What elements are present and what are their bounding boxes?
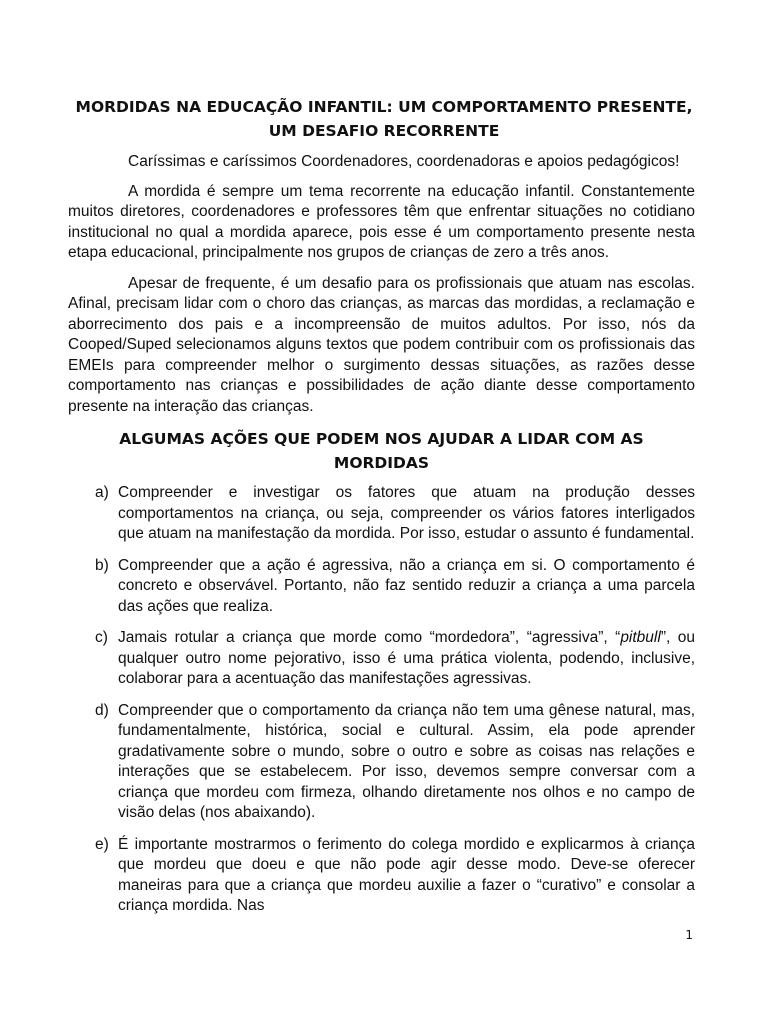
- list-marker: a): [95, 484, 109, 501]
- document-title: [60, 95, 708, 143]
- list-item-text: É importante mostrarmos o ferimento do colega mordido e explicarmos à criança que mordeu que doeu e que não pode agir desse modo. Deve-se oferecer maneiras para que a criança que mordeu auxilie a fazer o “curativo” e consolar a criança mordida. Nas: [118, 835, 695, 914]
- list-item-text-before: Jamais rotular a criança que morde como “mordedora”, “agressiva”, “: [118, 629, 621, 646]
- page-number: 1: [685, 928, 693, 942]
- list-item: [68, 835, 695, 917]
- list-marker: d): [95, 701, 109, 719]
- section-heading-line-2: MORDIDAS: [333, 454, 430, 472]
- document-body: [68, 152, 695, 928]
- list-marker: e): [95, 835, 109, 853]
- list-item: [68, 483, 695, 545]
- greeting: Caríssimas e caríssimos Coordenadores, coordenadoras e apoios pedagógicos!: [128, 153, 680, 170]
- title-line-1: MORDIDAS NA EDUCAÇÃO INFANTIL: UM COMPORTAMENTO PRESENTE,: [75, 98, 693, 116]
- list-item-text: Compreender que o comportamento da criança não tem uma gênese natural, mas, fundamentalmente, histórica, social e cultural. Assim, ela pode aprender gradativamente sobre o mundo, sobre o outro e sobre as coisas nas relações e interações que se estabelecem. Por isso, devemos sempre conversar com a criança que mordeu com firmeza, olhando diretamente nos olhos e no campo de visão delas (nos abaixando).: [118, 701, 695, 821]
- title-line-2: UM DESAFIO RECORRENTE: [268, 122, 500, 140]
- list-item: [68, 701, 695, 824]
- list-item: [68, 628, 695, 690]
- list-item-text: Compreender que a ação é agressiva, não a criança em si. O comportamento é concreto e observável. Portanto, não faz sentido reduzir a criança a uma parcela das ações que realiza.: [118, 556, 695, 615]
- list-item-text-italic: pitbull: [620, 629, 661, 646]
- list-item-text-after: ”, ou qualquer outro nome pejorativo, isso é uma prática violenta, podendo, inclusive, colaborar para a acentuação das manifestações agressivas.: [118, 629, 695, 687]
- intro-paragraph-1: A mordida é sempre um tema recorrente na educação infantil. Constantemente muitos diretores, coordenadores e professores têm que enfrentar situações no cotidiano institucional no qual a mordida aparece, pois esse é um comportamento presente nesta etapa educacional, principalmente nos grupos de crianças de zero a três anos.: [68, 182, 695, 261]
- list-item: [68, 556, 695, 618]
- list-marker: c): [95, 629, 108, 646]
- section-heading: [68, 427, 695, 475]
- section-heading-line-1: ALGUMAS AÇÕES QUE PODEM NOS AJUDAR A LIDAR COM AS: [119, 430, 644, 448]
- list-item-text: Compreender e investigar os fatores que atuam na produção desses comportamentos na criança, ou seja, compreender os vários fatores interligados que atuam na manifestação da mordida. Por isso, estudar o assunto é fundamental.: [118, 484, 695, 542]
- actions-list: [68, 483, 695, 917]
- list-marker: b): [95, 556, 109, 574]
- intro-paragraph-2: Apesar de frequente, é um desafio para os profissionais que atuam nas escolas. Afinal, precisam lidar com o choro das crianças, as marcas das mordidas, a reclamação e aborrecimento dos pais e a incompreensão de muitos adultos. Por isso, nós da Cooped/Suped selecionamos alguns textos que podem contribuir com os profissionais das EMEIs para compreender melhor o surgimento dessas situações, as razões desse comportamento nas crianças e possibilidades de ação diante desse comportamento presente na interação das crianças.: [68, 274, 695, 415]
